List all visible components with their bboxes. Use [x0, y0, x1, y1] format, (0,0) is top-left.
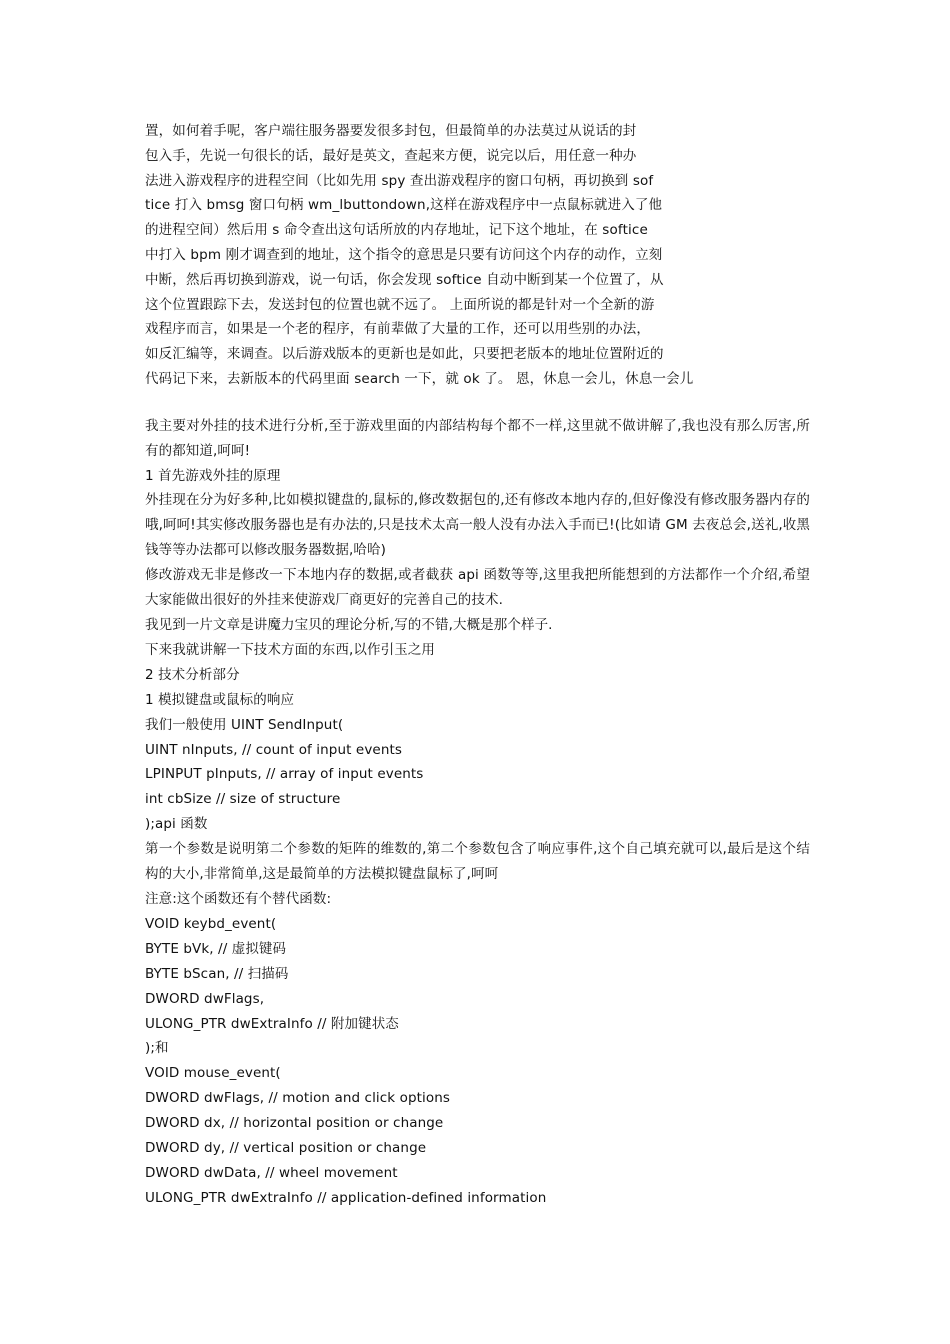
- paragraph-next: 下来我就讲解一下技术方面的东西,以作引玉之用: [145, 641, 435, 658]
- paragraph-plugin-types: 外挂现在分为好多种,比如模拟键盘的,鼠标的,修改数据包的,还有修改本地内存的,但好像没有修改服务器内存的哦,呵呵!其实修改服务器也是有办法的,只是技术太高一般人没有办法入手而已!(比如请 GM 去夜总会,送礼,收黑钱等等办法都可以修改服务器数据,哈哈): [145, 492, 810, 559]
- text-line: 法进入游戏程序的进程空间（比如先用 spy 查出游戏程序的窗口句柄，再切换到 sof: [145, 172, 654, 189]
- code-line: ULONG_PTR dwExtraInfo // application-defined information: [145, 1189, 547, 1206]
- text-line: 代码记下来，去新版本的代码里面 search 一下，就 ok 了。 恩，休息一会儿，休息一会儿: [145, 370, 694, 387]
- code-line: int cbSize // size of structure: [145, 791, 341, 808]
- article-body: [145, 414, 810, 1211]
- code-line: UINT nInputs, // count of input events: [145, 741, 402, 758]
- document-page: [145, 119, 810, 1211]
- code-line: ULONG_PTR dwExtraInfo // 附加键状态: [145, 1015, 399, 1032]
- code-line: DWORD dy, // vertical position or change: [145, 1140, 427, 1157]
- code-line: );和: [145, 1040, 169, 1057]
- text-line: 如反汇编等，来调查。以后游戏版本的更新也是如此，只要把老版本的地址位置附近的: [145, 346, 664, 363]
- code-line: DWORD dwFlags, // motion and click options: [145, 1090, 451, 1107]
- paragraph-article-ref: 我见到一片文章是讲魔力宝贝的理论分析,写的不错,大概是那个样子.: [145, 617, 553, 634]
- section-gap: [145, 392, 810, 414]
- text-line: 中断，然后再切换到游戏，说一句话，你会发现 softice 自动中断到某一个位置了，从: [145, 271, 664, 288]
- code-line: DWORD dwFlags,: [145, 990, 265, 1007]
- code-line: 我们一般使用 UINT SendInput(: [145, 716, 344, 733]
- text-line: 这个位置跟踪下去，发送封包的位置也就不远了。 上面所说的都是针对一个全新的游: [145, 296, 655, 313]
- code-line: BYTE bScan, // 扫描码: [145, 965, 289, 982]
- paragraph-modify-game: 修改游戏无非是修改一下本地内存的数据,或者截获 api 函数等等,这里我把所能想到的方法都作一个介绍,希望大家能做出很好的外挂来使游戏厂商更好的完善自己的技术.: [145, 567, 810, 609]
- intro-paragraph: 我主要对外挂的技术进行分析,至于游戏里面的内部结构每个都不一样,这里就不做讲解了,我也没有那么厉害,所有的都知道,呵呵!: [145, 417, 810, 459]
- text-line: 包入手，先说一句很长的话，最好是英文，查起来方便，说完以后，用任意一种办: [145, 147, 637, 164]
- text-line: tice 打入 bmsg 窗口句柄 wm_lbuttondown,这样在游戏程序中一点鼠标就进入了他: [145, 197, 663, 214]
- text-line: 置，如何着手呢，客户端往服务器要发很多封包，但最简单的办法莫过从说话的封: [145, 123, 637, 139]
- code-line: DWORD dwData, // wheel movement: [145, 1164, 398, 1181]
- paragraph-params: 第一个参数是说明第二个参数的矩阵的维数的,第二个参数包含了响应事件,这个自己填充就可以,最后是这个结构的大小,非常简单,这是最简单的方法模拟键盘鼠标了,呵呵: [145, 841, 810, 883]
- paragraph-packet-tracing: [145, 119, 810, 392]
- code-line: BYTE bVk, // 虚拟键码: [145, 940, 287, 957]
- code-line: VOID keybd_event(: [145, 915, 277, 932]
- text-line: 中打入 bpm 刚才调查到的地址，这个指令的意思是只要有访问这个内存的动作，立刻: [145, 246, 663, 263]
- code-line: DWORD dx, // horizontal position or change: [145, 1115, 444, 1132]
- heading-tech-analysis: 2 技术分析部分: [145, 666, 240, 683]
- code-line: VOID mouse_event(: [145, 1065, 281, 1082]
- heading-simulate-input: 1 模拟键盘或鼠标的响应: [145, 691, 295, 708]
- text-line: 戏程序而言，如果是一个老的程序，有前辈做了大量的工作，还可以用些别的办法，: [145, 321, 651, 338]
- text-line: 的进程空间）然后用 s 命令查出这句话所放的内存地址，记下这个地址，在 softice: [145, 222, 648, 239]
- code-line: );api 函数: [145, 816, 208, 833]
- paragraph-note: 注意:这个函数还有个替代函数:: [145, 890, 332, 907]
- heading-principle: 1 首先游戏外挂的原理: [145, 467, 281, 484]
- code-line: LPINPUT pInputs, // array of input events: [145, 766, 424, 783]
